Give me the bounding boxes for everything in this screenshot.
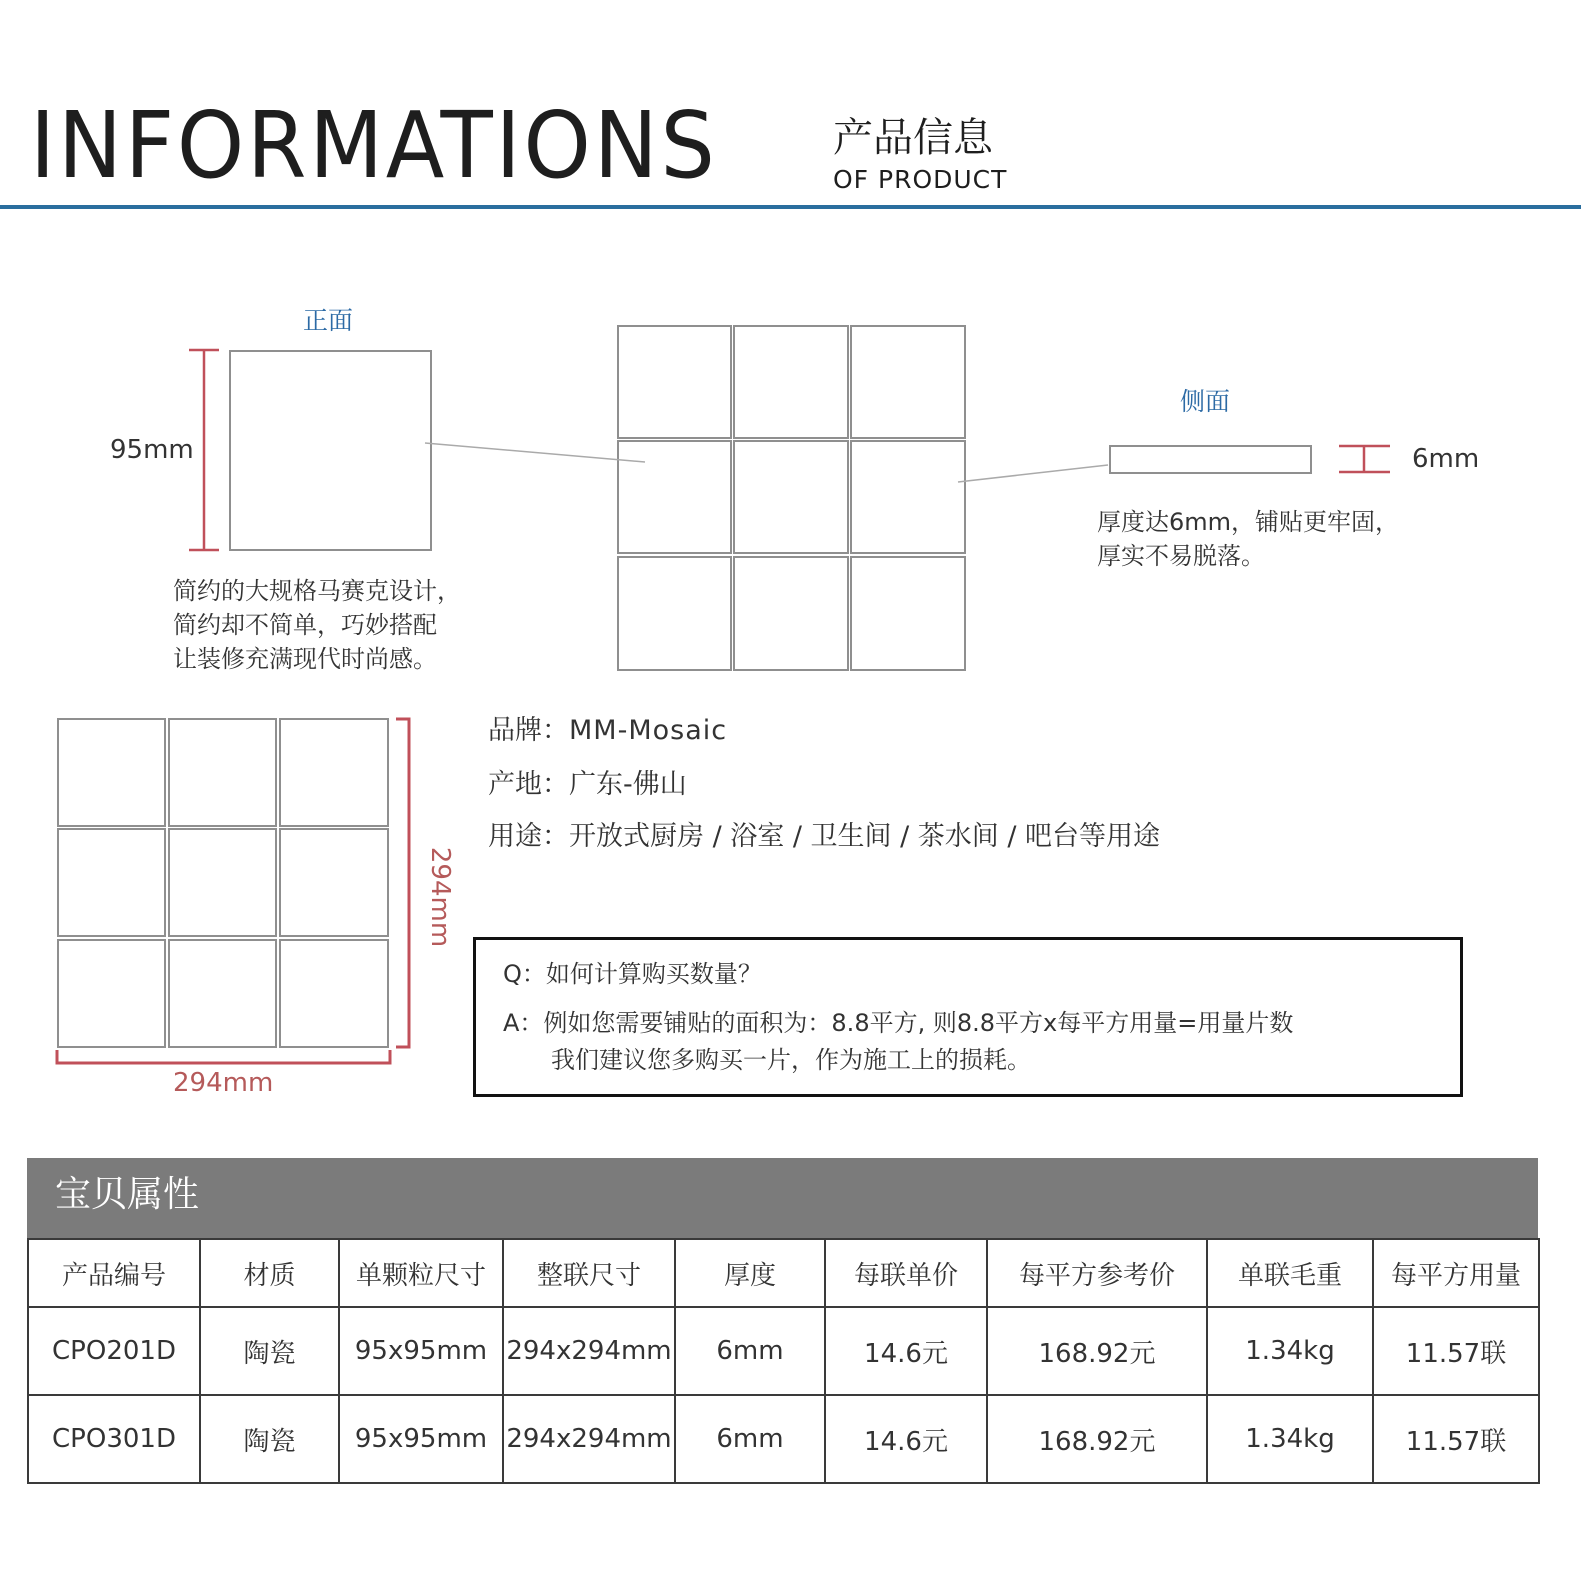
- column-header: 厚度: [675, 1239, 825, 1307]
- table-cell: 陶瓷: [200, 1307, 339, 1395]
- table-cell: 1.34kg: [1207, 1307, 1373, 1395]
- front-view-label: 正面: [303, 306, 354, 335]
- spec-usage: [488, 823, 1160, 850]
- sheet-height-label: 294mm: [425, 846, 456, 948]
- table-cell: 11.57联: [1373, 1395, 1539, 1483]
- side-view-label: 侧面: [1180, 387, 1231, 416]
- table-cell: CPO201D: [28, 1307, 200, 1395]
- table-cell: 168.92元: [987, 1395, 1207, 1483]
- front-leader-line: [425, 443, 645, 462]
- spec-brand-value: MM-Mosaic: [569, 715, 728, 746]
- table-title-bar: [27, 1158, 1538, 1238]
- side-dimension-label: 6mm: [1412, 444, 1480, 474]
- table-cell: CPO301D: [28, 1395, 200, 1483]
- column-header: 每平方参考价: [987, 1239, 1207, 1307]
- spec-origin-value: 广东-佛山: [569, 769, 687, 800]
- table-cell: 11.57联: [1373, 1307, 1539, 1395]
- sheet-width-label: 294mm: [173, 1068, 274, 1098]
- table-cell: 6mm: [675, 1307, 825, 1395]
- column-header: 每联单价: [825, 1239, 987, 1307]
- table-cell: 294x294mm: [503, 1307, 675, 1395]
- front-description-line: 让装修充满现代时尚感。: [173, 645, 437, 673]
- table-cell: 294x294mm: [503, 1395, 675, 1483]
- table-cell: 1.34kg: [1207, 1395, 1373, 1483]
- page-subtitle: OF PRODUCT: [833, 165, 1008, 194]
- front-description-line: 简约的大规格马赛克设计，: [173, 577, 461, 605]
- sheet-height-bracket: [396, 719, 409, 1047]
- column-header: 产品编号: [28, 1239, 200, 1307]
- spec-usage-value: 开放式厨房 / 浴室 / 卫生间 / 茶水间 / 吧台等用途: [569, 821, 1161, 852]
- side-description-line: 厚实不易脱落。: [1097, 542, 1265, 570]
- table-cell: 6mm: [675, 1395, 825, 1483]
- table-cell: 陶瓷: [200, 1395, 339, 1483]
- qa-question: Q：如何计算购买数量？: [503, 960, 762, 988]
- table-cell: 14.6元: [825, 1307, 987, 1395]
- spec-usage-label: 用途：: [488, 821, 569, 852]
- spec-origin-label: 产地：: [488, 769, 569, 800]
- side-leader-line: [958, 465, 1108, 482]
- table-title: 宝贝属性: [55, 1174, 200, 1215]
- column-header: 材质: [200, 1239, 339, 1307]
- table-cell: 14.6元: [825, 1395, 987, 1483]
- spec-origin: [488, 771, 687, 798]
- sheet-width-bracket: [57, 1050, 390, 1063]
- table-cell: 168.92元: [987, 1307, 1207, 1395]
- spec-brand-label: 品牌：: [488, 715, 569, 746]
- side-description-line: 厚度达6mm，铺贴更牢固，: [1097, 508, 1400, 536]
- spec-brand: [488, 717, 727, 744]
- table-cell: 95x95mm: [339, 1395, 503, 1483]
- front-description-line: 简约却不简单，巧妙搭配: [173, 611, 437, 639]
- column-header: 单联毛重: [1207, 1239, 1373, 1307]
- table-header-row: [28, 1239, 1539, 1307]
- column-header: 每平方用量: [1373, 1239, 1539, 1307]
- qa-answer: A：例如您需要铺贴的面积为：8.8平方, 则8.8平方x每平方用量=用量片数: [503, 1009, 1294, 1037]
- table-row: [28, 1395, 1539, 1483]
- qa-answer-continued: 我们建议您多购买一片，作为施工上的损耗。: [551, 1046, 1031, 1074]
- column-header: 单颗粒尺寸: [339, 1239, 503, 1307]
- front-dimension-label: 95mm: [110, 435, 194, 465]
- page-title: INFORMATIONS: [30, 92, 718, 199]
- column-header: 整联尺寸: [503, 1239, 675, 1307]
- page-title-cn: 产品信息: [833, 115, 993, 161]
- table-cell: 95x95mm: [339, 1307, 503, 1395]
- product-attribute-table: [27, 1238, 1540, 1484]
- table-row: [28, 1307, 1539, 1395]
